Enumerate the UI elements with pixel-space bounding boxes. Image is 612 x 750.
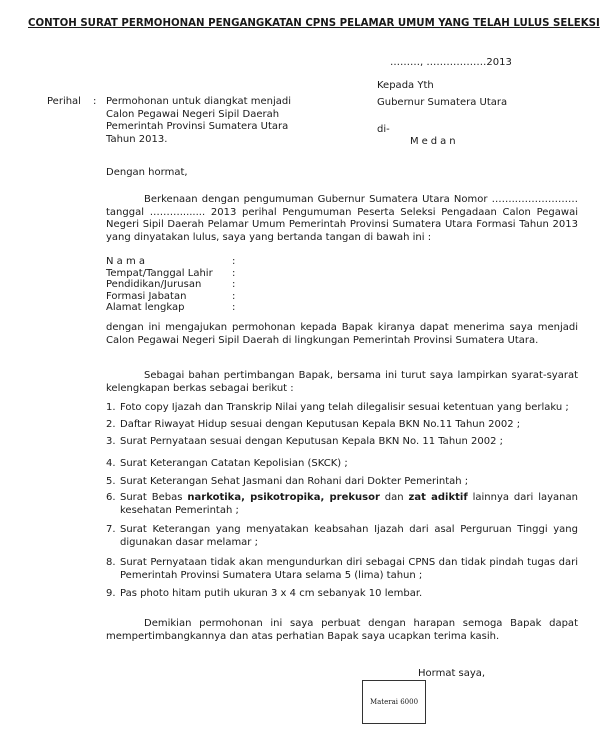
form-label: Formasi Jabatan (106, 290, 187, 302)
form-colon: : (232, 290, 236, 302)
list-item-number: 1. (106, 402, 116, 413)
recipient-name: Gubernur Sumatera Utara (377, 97, 508, 108)
list-item-text: Pas photo hitam putih ukuran 3 x 4 cm sebanyak 10 lembar. (120, 588, 423, 599)
list-item-text (120, 492, 578, 517)
list-item-number: 7. (106, 524, 116, 535)
recipient-city: Medan (410, 136, 459, 147)
stamp-box (362, 680, 426, 724)
form-row-position (106, 291, 235, 303)
perihal-label: Perihal (47, 96, 81, 107)
perihal-colon: : (93, 96, 97, 107)
list-item-text: Daftar Riwayat Hidup sesuai dengan Keputusan Kepala BKN No.11 Tahun 2002 ; (120, 419, 521, 430)
recipient-di: di- (377, 124, 390, 135)
list-item (106, 476, 578, 489)
recipient-to-label: Kepada Yth (377, 80, 434, 91)
salutation: Dengan hormat, (106, 167, 188, 178)
form-label: N a m a (106, 256, 146, 267)
list-item-text: Surat Pernyataan tidak akan mengundurkan diri sebagai CPNS dan tidak pindah tugas dari Pemerintah Provinsi Sumatera Utara selama 5 (lima) tahun ; (120, 557, 578, 581)
form-colon: : (232, 267, 236, 279)
stamp-label: Materai 6000 (369, 698, 419, 706)
attachment-intro-text: Sebagai bahan pertimbangan Bapak, bersama ini turut saya lampirkan syarat-syarat kelengkapan berkas sebagai berikut : (106, 370, 578, 394)
list-item-number: 4. (106, 458, 116, 469)
attachment-intro (106, 370, 578, 395)
form-colon: : (232, 256, 236, 267)
closing-paragraph-text: Demikian permohonan ini saya perbuat dengan harapan semoga Bapak dapat mempertimbangkannya dan atas perhatian Bapak saya ucapkan terima kasih. (106, 618, 578, 642)
list-item (106, 492, 578, 517)
list-item (106, 557, 578, 582)
list-item-text-part: Surat Bebas (120, 492, 188, 503)
form-row-birth (106, 268, 235, 280)
document-title: CONTOH SURAT PERMOHONAN PENGANGKATAN CPNS PELAMAR UMUM YANG TELAH LULUS SELEKSI (28, 18, 600, 29)
intro-paragraph-text: Berkenaan dengan pengumuman Gubernur Sumatera Utara Nomor ……..……………… tanggal ………........ 2013 perihal Pengumuman Peserta Seleksi Pengadaan Calon Pegawai Negeri Sipil Daerah Pelamar Umum Pemerintah Provinsi Sumatera Utara Formasi Tahun 2013 yang dinyatakan lulus, saya yang bertanda tangan di bawah ini : (106, 194, 578, 243)
form-label: Alamat lengkap (106, 302, 185, 314)
list-item-number: 9. (106, 588, 116, 599)
form-row-education (106, 279, 235, 291)
perihal-line: Pemerintah Provinsi Sumatera Utara (106, 121, 289, 132)
list-item-number: 2. (106, 419, 116, 430)
list-item-text: Surat Pernyataan sesuai dengan Keputusan Kepala BKN No. 11 Tahun 2002 ; (120, 436, 504, 447)
list-item-text: Foto copy Ijazah dan Transkrip Nilai yang telah dilegalisir sesuai ketentuan yang berlaku ; (120, 402, 569, 413)
list-item (106, 419, 578, 432)
applicant-form (106, 256, 235, 314)
list-item-number: 6. (106, 492, 116, 503)
list-item-text: Surat Keterangan Catatan Kepolisian (SKCK) ; (120, 458, 348, 469)
list-item (106, 524, 578, 549)
form-colon: : (232, 302, 236, 314)
list-item-number: 3. (106, 436, 116, 447)
list-item-text: Surat Keterangan yang menyatakan keabsahan Ijazah dari asal Perguruan Tinggi yang digunakan dasar melamar ; (120, 524, 578, 548)
list-item-text-part: dan (379, 492, 409, 503)
list-item-number: 8. (106, 557, 116, 568)
perihal-line: Tahun 2013. (106, 133, 168, 145)
form-label: Tempat/Tanggal Lahir (106, 267, 213, 279)
request-paragraph: dengan ini mengajukan permohonan kepada Bapak kiranya dapat menerima saya menjadi Calon Pegawai Negeri Sipil Daerah di lingkungan Pemerintah Provinsi Sumatera Utara. (106, 322, 578, 346)
list-item (106, 402, 578, 415)
form-row-address (106, 302, 235, 314)
list-item (106, 458, 578, 471)
list-item-text-part: lainnya dari layanan kesehatan Pemerintah ; (120, 492, 578, 516)
intro-paragraph (106, 194, 578, 244)
list-item (106, 436, 578, 449)
perihal-line: Permohonan untuk diangkat menjadi (106, 96, 292, 107)
form-row-name (106, 256, 235, 268)
list-item (106, 588, 578, 601)
list-item-text-bold: zat adiktif (408, 492, 468, 503)
list-item-text: Surat Keterangan Sehat Jasmani dan Rohani dari Dokter Pemerintah ; (120, 476, 469, 487)
closing-paragraph (106, 618, 578, 643)
list-item-number: 5. (106, 476, 116, 487)
form-label: Pendidikan/Jurusan (106, 279, 202, 291)
form-colon: : (232, 279, 236, 291)
list-item-text-bold: narkotika, psikotropika, prekusor (187, 492, 380, 503)
perihal-subject (106, 96, 291, 146)
perihal-line: Calon Pegawai Negeri Sipil Daerah (106, 108, 280, 120)
date-line: ………, ………………2013 (390, 57, 512, 68)
signature-closing: Hormat saya, (418, 668, 486, 679)
